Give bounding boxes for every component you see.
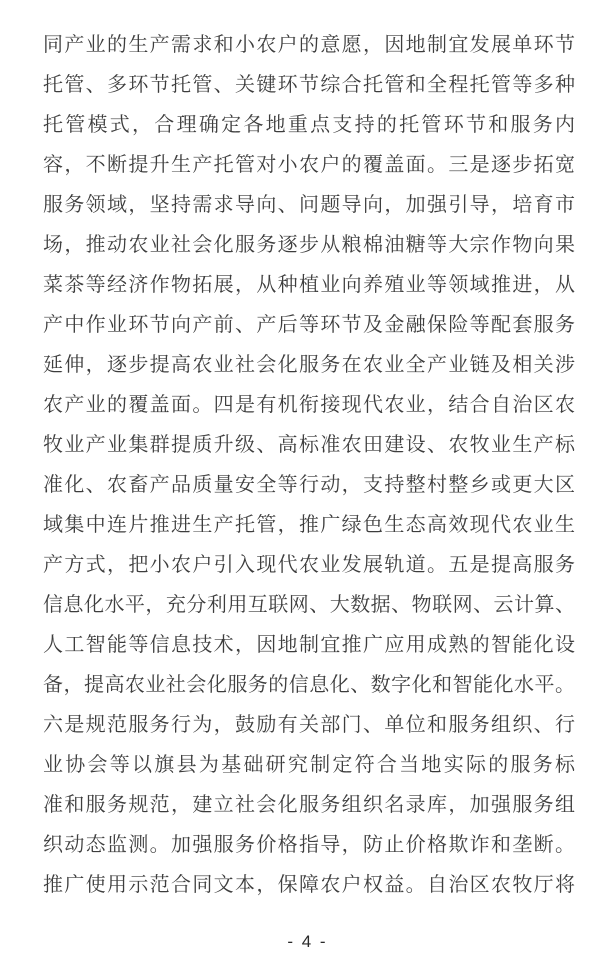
text-line: 容，不断提升生产托管对小农户的覆盖面。三是逐步拓宽 xyxy=(43,154,575,176)
text-line: 产方式，把小农户引入现代农业发展轨道。五是提高服务 xyxy=(43,554,575,576)
text-line: 菜茶等经济作物拓展，从种植业向养殖业等领域推进，从 xyxy=(43,274,575,296)
text-line: 准化、农畜产品质量安全等行动，支持整村整乡或更大区 xyxy=(43,474,575,496)
text-line: 织动态监测。加强服务价格指导，防止价格欺诈和垄断。 xyxy=(43,834,575,856)
text-line: 域集中连片推进生产托管，推广绿色生态高效现代农业生 xyxy=(43,514,575,536)
text-line: 准和服务规范，建立社会化服务组织名录库，加强服务组 xyxy=(43,794,575,816)
text-line: 托管模式，合理确定各地重点支持的托管环节和服务内 xyxy=(43,114,575,136)
body-text-block xyxy=(43,25,575,905)
text-line: 场，推动农业社会化服务逐步从粮棉油糖等大宗作物向果 xyxy=(43,234,575,256)
text-line: 同产业的生产需求和小农户的意愿，因地制宜发展单环节 xyxy=(43,34,575,56)
text-line: 业协会等以旗县为基础研究制定符合当地实际的服务标 xyxy=(43,754,575,776)
text-line: 六是规范服务行为，鼓励有关部门、单位和服务组织、行 xyxy=(43,714,575,736)
text-line: 农产业的覆盖面。四是有机衔接现代农业，结合自治区农 xyxy=(43,394,575,416)
text-line: 人工智能等信息技术，因地制宜推广应用成熟的智能化设 xyxy=(43,634,575,656)
text-line: 服务领域，坚持需求导向、问题导向，加强引导，培育市 xyxy=(43,194,575,216)
text-line: 产中作业环节向产前、产后等环节及金融保险等配套服务 xyxy=(43,314,575,336)
text-line: 推广使用示范合同文本，保障农户权益。自治区农牧厅将 xyxy=(43,874,575,896)
page-number: - 4 - xyxy=(287,932,328,951)
text-line: 延伸，逐步提高农业社会化服务在农业全产业链及相关涉 xyxy=(43,354,575,376)
text-line: 信息化水平，充分利用互联网、大数据、物联网、云计算、 xyxy=(43,594,575,616)
text-line: 牧业产业集群提质升级、高标准农田建设、农牧业生产标 xyxy=(43,434,575,456)
text-line: 备，提高农业社会化服务的信息化、数字化和智能化水平。 xyxy=(43,674,575,696)
text-line: 托管、多环节托管、关键环节综合托管和全程托管等多种 xyxy=(43,74,575,96)
